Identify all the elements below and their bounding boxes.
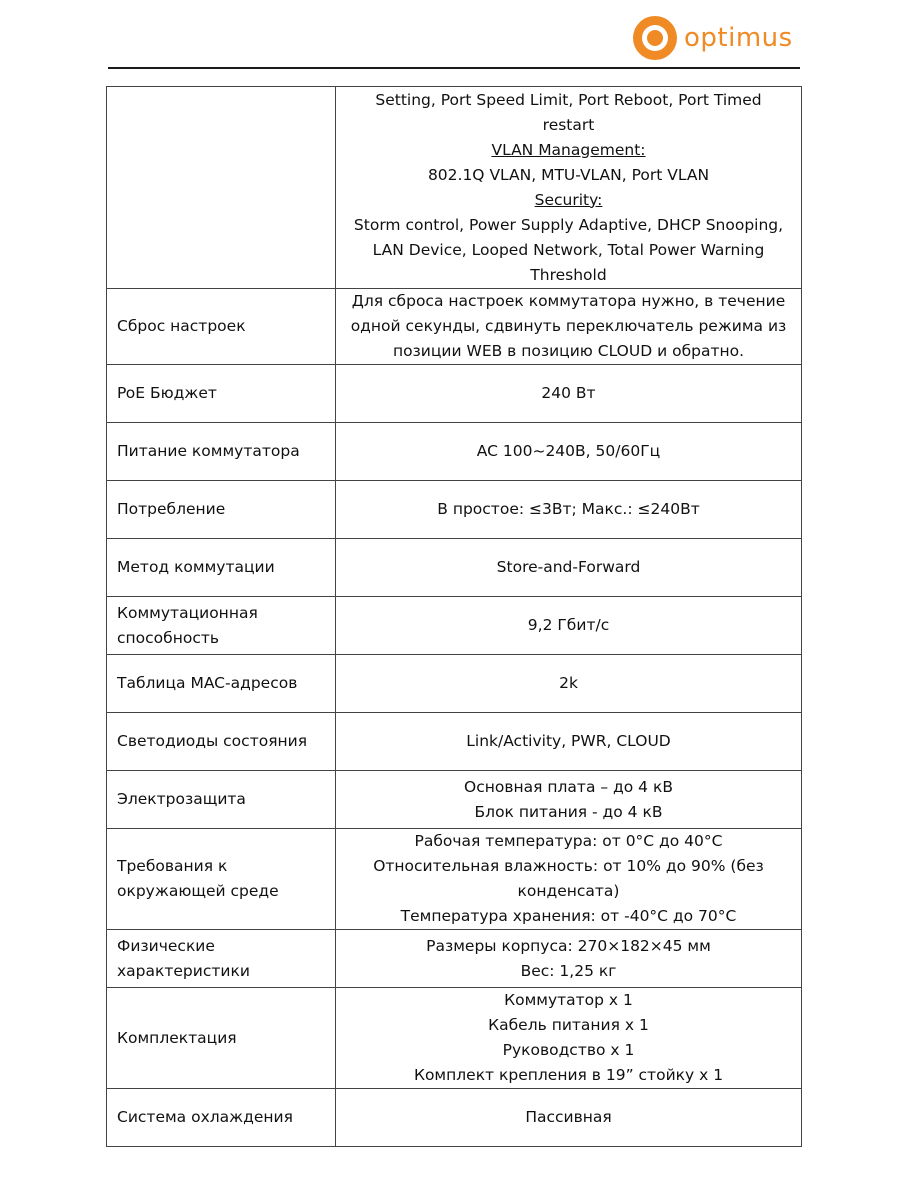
spec-value-line: 240 Вт [541, 384, 596, 402]
spec-row [107, 481, 802, 539]
spec-value-line: Рабочая температура: от 0°C до 40°C [414, 832, 723, 850]
spec-label: Требования к окружающей среде [107, 829, 336, 930]
spec-value [336, 597, 802, 655]
spec-value-line: Основная плата – до 4 кВ [464, 777, 673, 796]
spec-row [107, 289, 802, 365]
spec-value [336, 930, 802, 988]
spec-value [336, 988, 802, 1089]
spec-row [107, 771, 802, 829]
spec-value-line: Размеры корпуса: 270×182×45 мм [426, 936, 711, 955]
spec-label [107, 87, 336, 289]
spec-value-line: Store-and-Forward [496, 558, 641, 576]
spec-label: Система охлаждения [107, 1089, 336, 1147]
spec-value-line: LAN Device, Looped Network, Total Power Warning [372, 240, 765, 259]
page-header [0, 0, 900, 70]
spec-value-line: Setting, Port Speed Limit, Port Reboot, Port Timed [375, 90, 762, 109]
spec-value-line: Относительная влажность: от 10% до 90% (без [373, 857, 764, 875]
optimus-logo-icon [633, 16, 677, 60]
spec-value [336, 1089, 802, 1147]
spec-value [336, 829, 802, 930]
spec-value-line: Threshold [530, 265, 607, 284]
spec-value-line: Руководство x 1 [502, 1041, 635, 1059]
brand-name: optimus [684, 23, 793, 53]
spec-label: Физические характеристики [107, 930, 336, 988]
spec-table-body [107, 87, 802, 1147]
spec-label: Коммутационная способность [107, 597, 336, 655]
spec-row [107, 597, 802, 655]
spec-value-line: В простое: ≤3Вт; Макс.: ≤240Вт [437, 500, 700, 518]
spec-row [107, 988, 802, 1089]
spec-value-line: 9,2 Гбит/с [527, 616, 610, 634]
spec-value-line: restart [542, 115, 595, 134]
spec-value [336, 655, 802, 713]
spec-row [107, 1089, 802, 1147]
spec-table [106, 86, 802, 1147]
spec-value [336, 87, 802, 289]
spec-value-line: одной секунды, сдвинуть переключатель режима из [350, 317, 787, 335]
spec-row [107, 930, 802, 988]
spec-value-line: 2k [559, 674, 578, 692]
spec-value [336, 481, 802, 539]
spec-value [336, 713, 802, 771]
spec-row [107, 539, 802, 597]
spec-value-line: Вес: 1,25 кг [520, 961, 617, 980]
spec-value-line: Storm control, Power Supply Adaptive, DHCP Snooping, [353, 215, 784, 234]
spec-value-line: 802.1Q VLAN, MTU-VLAN, Port VLAN [427, 165, 710, 184]
spec-value-line: Для сброса настроек коммутатора нужно, в течение [351, 292, 786, 310]
spec-row [107, 365, 802, 423]
spec-label: Метод коммутации [107, 539, 336, 597]
spec-label: Электрозащита [107, 771, 336, 829]
spec-value [336, 365, 802, 423]
brand-logo [633, 16, 793, 60]
spec-label: Потребление [107, 481, 336, 539]
spec-value [336, 539, 802, 597]
spec-subheading: Security: [534, 190, 603, 209]
spec-row [107, 713, 802, 771]
spec-value-line: Температура хранения: от -40°C до 70°C [400, 907, 737, 925]
spec-label: Питание коммутатора [107, 423, 336, 481]
spec-row [107, 829, 802, 930]
header-divider [108, 67, 800, 69]
spec-value-line: Комплект крепления в 19” стойку x 1 [413, 1066, 724, 1084]
spec-value-line: AC 100~240В, 50/60Гц [476, 442, 661, 460]
spec-value-line: Блок питания - до 4 кВ [474, 802, 663, 821]
spec-value-line: Пассивная [525, 1108, 612, 1126]
spec-label: PoE Бюджет [107, 365, 336, 423]
spec-value-line: конденсата) [517, 882, 620, 900]
spec-row [107, 423, 802, 481]
spec-row [107, 87, 802, 289]
spec-value-line: Коммутатор x 1 [504, 991, 633, 1009]
spec-row [107, 655, 802, 713]
spec-value [336, 423, 802, 481]
spec-value [336, 289, 802, 365]
spec-subheading: VLAN Management: [491, 140, 646, 159]
spec-label: Светодиоды состояния [107, 713, 336, 771]
spec-label: Сброс настроек [107, 289, 336, 365]
spec-value-line: Кабель питания x 1 [488, 1016, 649, 1034]
spec-value-line: Link/Activity, PWR, CLOUD [466, 732, 671, 750]
spec-label: Комплектация [107, 988, 336, 1089]
spec-label: Таблица MAC-адресов [107, 655, 336, 713]
spec-value-line: позиции WEB в позицию CLOUD и обратно. [392, 342, 745, 360]
spec-value [336, 771, 802, 829]
